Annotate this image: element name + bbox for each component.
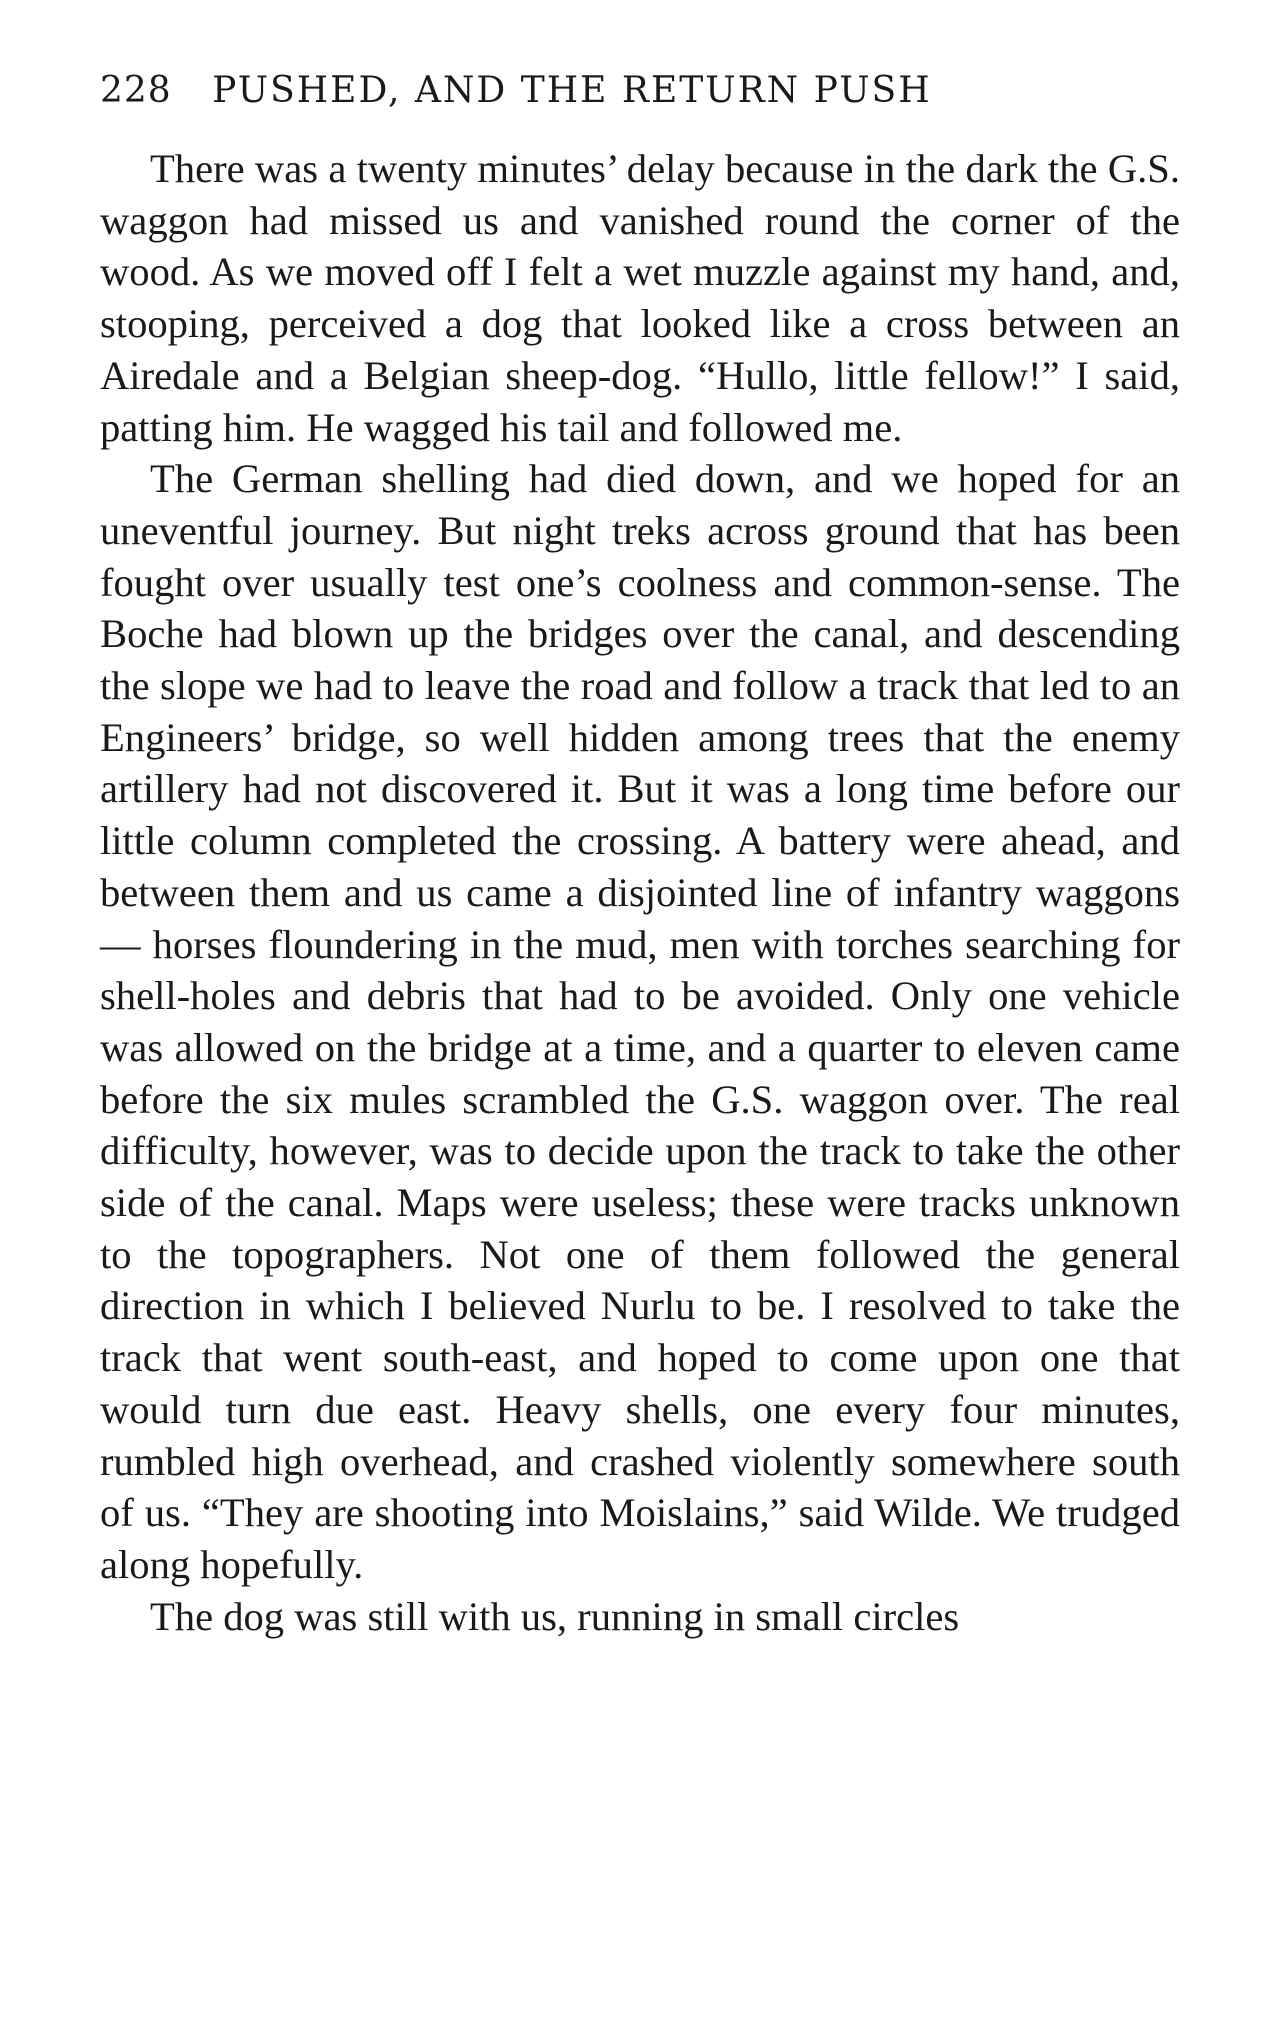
paragraph-2: The German shelling had died down, and we hoped for an uneventful journey. But night treks across ground that has been fought over usually test one’s coolness and common-sense. The Boche had blown up the bridges over the canal, and descending the slope we had to leave the road and follow a track that led to an Engineers’ bridge, so well hidden among trees that the enemy artillery had not discovered it. But it was a long time before our little column completed the crossing. A battery were ahead, and between them and us came a disjointed line of infantry waggons — horses floundering in the mud, men with torches searching for shell-holes and debris that had to be avoided. Only one vehicle was allowed on the bridge at a time, and a quarter to eleven came before the six mules scrambled the G.S. waggon over. The real difficulty, however, was to decide upon the track to take the other side of the canal. Maps were useless; these were tracks unknown to the topographers. Not one of them followed the general direction in which I believed Nurlu to be. I resolved to take the track that went south-east, and hoped to come upon one that would turn due east. Heavy shells, one every four minutes, rumbled high overhead, and crashed violently somewhere south of us. “They are shooting into Moislains,” said Wilde. We trudged along hopefully.: [100, 456, 1180, 1587]
paragraph-3: The dog was still with us, running in small circles: [150, 1593, 960, 1639]
body-text: [100, 143, 1180, 1642]
paragraph-1: There was a twenty minutes’ delay because in the dark the G.S. waggon had missed us and vanished round the corner of the wood. As we moved off I felt a wet muzzle against my hand, and, stooping, perceived a dog that looked like a cross between an Airedale and a Belgian sheep-dog. “Hullo, little fellow!” I said, patting him. He wagged his tail and followed me.: [100, 146, 1180, 450]
running-title: PUSHED, AND THE RETURN PUSH: [212, 70, 932, 111]
page-number: 228: [100, 70, 172, 111]
book-page: [100, 70, 1180, 1642]
running-head: [100, 70, 1180, 111]
